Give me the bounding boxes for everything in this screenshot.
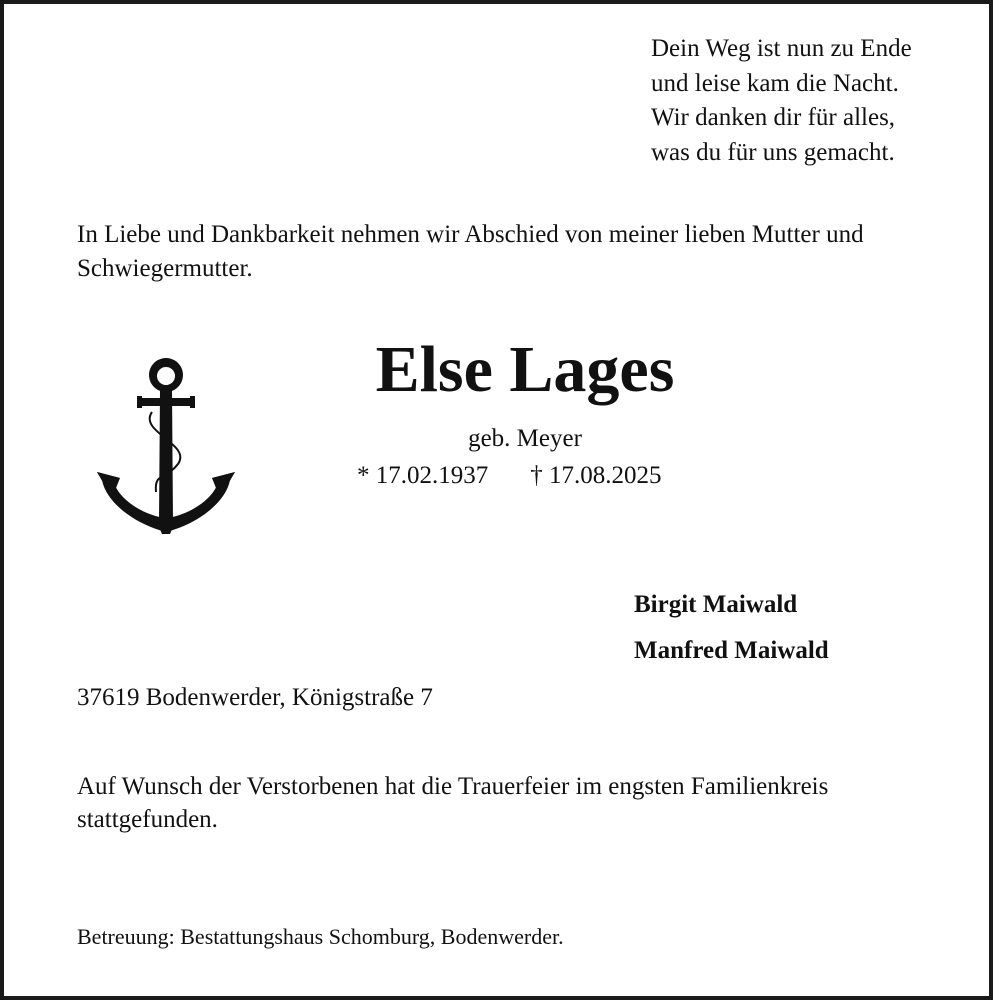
poem-line: Wir danken dir für alles, (651, 104, 896, 131)
address-line: 37619 Bodenwerder, Königstraße 7 (77, 684, 433, 711)
funeral-home-credit: Betreuung: Bestattungshaus Schomburg, Bodenwerder. (77, 924, 564, 949)
birth-date: * 17.02.1937 (357, 462, 489, 489)
life-dates (357, 460, 662, 492)
mourner-name: Manfred Maiwald (634, 637, 829, 664)
intro-text: In Liebe und Dankbarkeit nehmen wir Abschied von meiner lieben Mutter und Schwiegermutter. (77, 221, 864, 282)
death-date: † 17.08.2025 (530, 462, 662, 489)
poem-verse (651, 32, 912, 170)
poem-line: Dein Weg ist nun zu Ende (651, 35, 912, 62)
anchor-icon (94, 352, 238, 536)
maiden-name: geb. Meyer (468, 425, 582, 452)
anchor-ring (149, 358, 183, 392)
poem-line: was du für uns gemacht. (651, 138, 895, 166)
deceased-name: Else Lages (375, 333, 675, 406)
mourner-name: Birgit Maiwald (634, 591, 798, 618)
anchor-shank (159, 390, 173, 522)
poem-line: und leise kam die Nacht. (651, 69, 899, 97)
ceremony-note: Auf Wunsch der Verstorbenen hat die Trauerfeier im engsten Familienkreis stattgefunden. (77, 773, 829, 833)
